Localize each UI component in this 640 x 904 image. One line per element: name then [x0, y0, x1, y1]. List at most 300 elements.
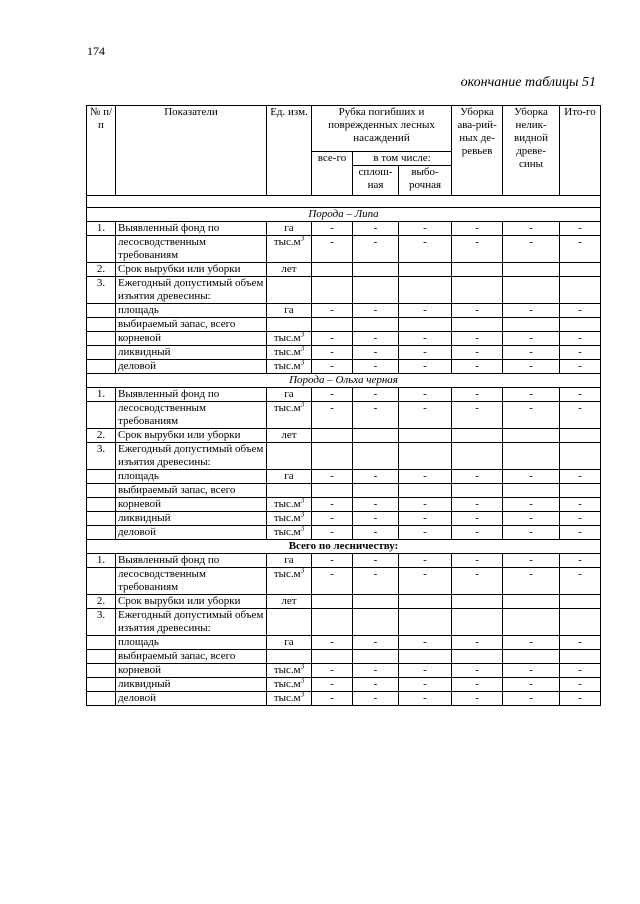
- value-cell: [503, 595, 560, 609]
- value-cell: -: [452, 568, 503, 595]
- row-label: лесосводственным требованиям: [116, 568, 267, 595]
- table-row: [87, 277, 601, 304]
- value-cell: [503, 277, 560, 304]
- header-emergency: Уборка ава-рий-ных де-ревьев: [452, 106, 503, 196]
- row-number: [87, 512, 116, 526]
- value-cell: -: [353, 498, 399, 512]
- unit-text: лет: [281, 595, 297, 607]
- value-cell: [353, 263, 399, 277]
- value-cell: -: [560, 388, 601, 402]
- value-cell: -: [503, 332, 560, 346]
- value-cell: [503, 484, 560, 498]
- header-total: все-го: [312, 152, 353, 196]
- row-label: Выявленный фонд по: [116, 222, 267, 236]
- row-number: [87, 568, 116, 595]
- value-cell: -: [503, 512, 560, 526]
- value-cell: [312, 595, 353, 609]
- value-cell: -: [399, 360, 452, 374]
- value-cell: -: [503, 692, 560, 706]
- row-unit: [267, 664, 312, 678]
- value-cell: -: [503, 236, 560, 263]
- row-unit: [267, 526, 312, 540]
- row-number: [87, 664, 116, 678]
- page-number: 174: [87, 44, 105, 58]
- value-cell: -: [399, 664, 452, 678]
- row-label: корневой: [116, 332, 267, 346]
- value-cell: -: [312, 236, 353, 263]
- value-cell: [452, 277, 503, 304]
- table-row: [87, 443, 601, 470]
- value-cell: -: [399, 236, 452, 263]
- value-cell: -: [452, 402, 503, 429]
- row-label: Ежегодный допустимый объем изъятия древесины:: [116, 277, 267, 304]
- value-cell: [560, 429, 601, 443]
- row-number: 2.: [87, 595, 116, 609]
- value-cell: -: [452, 304, 503, 318]
- value-cell: -: [353, 692, 399, 706]
- value-cell: [560, 318, 601, 332]
- value-cell: [560, 263, 601, 277]
- value-cell: [399, 263, 452, 277]
- row-number: [87, 402, 116, 429]
- value-cell: [353, 609, 399, 636]
- row-number: [87, 636, 116, 650]
- value-cell: -: [503, 526, 560, 540]
- value-cell: [503, 609, 560, 636]
- value-cell: -: [353, 402, 399, 429]
- unit-text: га: [284, 222, 294, 234]
- unit-text: тыс.м: [273, 512, 301, 524]
- table-row: [87, 678, 601, 692]
- value-cell: -: [312, 568, 353, 595]
- value-cell: [503, 429, 560, 443]
- value-cell: [503, 318, 560, 332]
- row-label: площадь: [116, 470, 267, 484]
- row-unit: [267, 568, 312, 595]
- value-cell: -: [312, 402, 353, 429]
- value-cell: -: [312, 636, 353, 650]
- table-row: [87, 526, 601, 540]
- row-unit: [267, 595, 312, 609]
- unit-superscript: 3: [300, 676, 305, 685]
- value-cell: -: [503, 222, 560, 236]
- value-cell: -: [452, 470, 503, 484]
- value-cell: -: [452, 498, 503, 512]
- row-unit: [267, 346, 312, 360]
- value-cell: -: [312, 360, 353, 374]
- row-number: [87, 304, 116, 318]
- value-cell: -: [353, 512, 399, 526]
- table-row: [87, 498, 601, 512]
- table-row: [87, 609, 601, 636]
- row-unit: [267, 692, 312, 706]
- row-label: деловой: [116, 360, 267, 374]
- row-unit: [267, 470, 312, 484]
- unit-text: га: [284, 470, 294, 482]
- row-number: [87, 236, 116, 263]
- value-cell: -: [312, 526, 353, 540]
- value-cell: -: [560, 692, 601, 706]
- unit-text: лет: [281, 429, 297, 441]
- value-cell: -: [560, 236, 601, 263]
- row-number: [87, 318, 116, 332]
- value-cell: [353, 277, 399, 304]
- value-cell: -: [452, 360, 503, 374]
- row-unit: [267, 429, 312, 443]
- value-cell: -: [399, 222, 452, 236]
- table-row: [87, 470, 601, 484]
- unit-text: тыс.м: [273, 346, 301, 358]
- value-cell: -: [399, 636, 452, 650]
- table-row: [87, 512, 601, 526]
- header-grand-total: Ито-го: [560, 106, 601, 196]
- row-number: [87, 650, 116, 664]
- unit-text: тыс.м: [273, 678, 301, 690]
- data-table: [86, 105, 601, 706]
- table-header: [87, 106, 601, 196]
- value-cell: -: [312, 554, 353, 568]
- table-row: [87, 484, 601, 498]
- header-including: в том числе:: [353, 152, 452, 166]
- row-unit: [267, 263, 312, 277]
- row-label: деловой: [116, 692, 267, 706]
- table-row: [87, 595, 601, 609]
- value-cell: -: [503, 664, 560, 678]
- value-cell: [452, 263, 503, 277]
- table-row: [87, 236, 601, 263]
- value-cell: -: [312, 304, 353, 318]
- row-unit: [267, 609, 312, 636]
- row-unit: [267, 636, 312, 650]
- value-cell: [452, 318, 503, 332]
- value-cell: -: [503, 360, 560, 374]
- row-label: корневой: [116, 498, 267, 512]
- header-illiquid: Уборка нелик-видной древе-сины: [503, 106, 560, 196]
- unit-text: га: [284, 388, 294, 400]
- unit-superscript: 3: [300, 358, 305, 367]
- row-unit: [267, 236, 312, 263]
- value-cell: -: [560, 664, 601, 678]
- value-cell: [312, 277, 353, 304]
- section-title: Порода – Липа: [87, 208, 601, 222]
- row-label: Выявленный фонд по: [116, 388, 267, 402]
- value-cell: -: [452, 692, 503, 706]
- value-cell: -: [503, 554, 560, 568]
- value-cell: -: [452, 636, 503, 650]
- unit-superscript: 3: [300, 330, 305, 339]
- row-unit: [267, 318, 312, 332]
- section-title: Порода – Ольха черная: [87, 374, 601, 388]
- table-row: [87, 263, 601, 277]
- value-cell: -: [353, 554, 399, 568]
- unit-superscript: 3: [300, 234, 305, 243]
- table-row: [87, 222, 601, 236]
- unit-superscript: 3: [300, 510, 305, 519]
- row-label: выбираемый запас, всего: [116, 318, 267, 332]
- value-cell: -: [560, 222, 601, 236]
- value-cell: -: [399, 498, 452, 512]
- table-row: [87, 692, 601, 706]
- row-label: выбираемый запас, всего: [116, 650, 267, 664]
- unit-superscript: 3: [300, 496, 305, 505]
- value-cell: -: [353, 568, 399, 595]
- row-label: ликвидный: [116, 346, 267, 360]
- value-cell: -: [399, 568, 452, 595]
- value-cell: -: [353, 332, 399, 346]
- value-cell: [353, 429, 399, 443]
- value-cell: [503, 443, 560, 470]
- value-cell: -: [560, 512, 601, 526]
- value-cell: -: [452, 678, 503, 692]
- value-cell: -: [503, 388, 560, 402]
- row-number: 3.: [87, 609, 116, 636]
- table-row: [87, 402, 601, 429]
- unit-text: га: [284, 304, 294, 316]
- value-cell: -: [353, 678, 399, 692]
- unit-superscript: 3: [300, 566, 305, 575]
- value-cell: -: [353, 304, 399, 318]
- row-label: лесосводственным требованиям: [116, 402, 267, 429]
- row-label: площадь: [116, 304, 267, 318]
- table-row: [87, 636, 601, 650]
- value-cell: -: [312, 346, 353, 360]
- value-cell: -: [399, 692, 452, 706]
- unit-text: тыс.м: [273, 332, 301, 344]
- value-cell: [399, 277, 452, 304]
- row-label: ликвидный: [116, 678, 267, 692]
- unit-text: лет: [281, 263, 297, 275]
- value-cell: -: [353, 470, 399, 484]
- value-cell: [312, 443, 353, 470]
- value-cell: [399, 318, 452, 332]
- row-number: [87, 470, 116, 484]
- value-cell: -: [560, 678, 601, 692]
- value-cell: -: [503, 470, 560, 484]
- row-unit: [267, 277, 312, 304]
- value-cell: [560, 595, 601, 609]
- row-unit: [267, 304, 312, 318]
- unit-text: тыс.м: [273, 568, 301, 580]
- table-row: [87, 332, 601, 346]
- row-label: корневой: [116, 664, 267, 678]
- header-unit: Ед. изм.: [267, 106, 312, 196]
- value-cell: -: [312, 332, 353, 346]
- row-number: [87, 498, 116, 512]
- unit-text: тыс.м: [273, 692, 301, 704]
- row-label: Ежегодный допустимый объем изъятия древесины:: [116, 443, 267, 470]
- value-cell: -: [353, 222, 399, 236]
- value-cell: [452, 484, 503, 498]
- value-cell: -: [452, 526, 503, 540]
- table-row: [87, 554, 601, 568]
- value-cell: [399, 595, 452, 609]
- value-cell: [353, 595, 399, 609]
- unit-text: га: [284, 636, 294, 648]
- row-unit: [267, 360, 312, 374]
- unit-text: тыс.м: [273, 498, 301, 510]
- value-cell: [399, 650, 452, 664]
- row-unit: [267, 402, 312, 429]
- row-number: 3.: [87, 443, 116, 470]
- unit-superscript: 3: [300, 662, 305, 671]
- value-cell: -: [353, 636, 399, 650]
- value-cell: -: [452, 346, 503, 360]
- row-unit: [267, 650, 312, 664]
- value-cell: [452, 650, 503, 664]
- header-indicators: Показатели: [116, 106, 267, 196]
- row-unit: [267, 222, 312, 236]
- header-selective: выбо-рочная: [399, 166, 452, 196]
- row-unit: [267, 512, 312, 526]
- value-cell: -: [312, 512, 353, 526]
- value-cell: -: [399, 402, 452, 429]
- row-number: 1.: [87, 554, 116, 568]
- row-number: [87, 678, 116, 692]
- unit-superscript: 3: [300, 400, 305, 409]
- value-cell: -: [353, 388, 399, 402]
- unit-text: тыс.м: [273, 402, 301, 414]
- value-cell: [560, 609, 601, 636]
- value-cell: [399, 443, 452, 470]
- value-cell: -: [560, 568, 601, 595]
- value-cell: -: [399, 470, 452, 484]
- value-cell: -: [560, 470, 601, 484]
- row-label: Срок вырубки или уборки: [116, 263, 267, 277]
- table-row: [87, 346, 601, 360]
- value-cell: -: [452, 388, 503, 402]
- value-cell: -: [353, 346, 399, 360]
- value-cell: -: [399, 346, 452, 360]
- value-cell: -: [312, 664, 353, 678]
- table-row: [87, 568, 601, 595]
- value-cell: -: [560, 402, 601, 429]
- value-cell: [452, 595, 503, 609]
- row-number: [87, 526, 116, 540]
- value-cell: -: [353, 664, 399, 678]
- row-label: площадь: [116, 636, 267, 650]
- value-cell: [560, 650, 601, 664]
- value-cell: [452, 443, 503, 470]
- table-row: [87, 650, 601, 664]
- value-cell: -: [312, 498, 353, 512]
- table-continuation-title: окончание таблицы 51: [460, 75, 596, 90]
- value-cell: -: [452, 222, 503, 236]
- value-cell: -: [503, 402, 560, 429]
- section-header-row: [87, 374, 601, 388]
- row-number: 1.: [87, 388, 116, 402]
- value-cell: [312, 609, 353, 636]
- value-cell: -: [560, 304, 601, 318]
- value-cell: -: [312, 388, 353, 402]
- value-cell: -: [452, 512, 503, 526]
- value-cell: -: [503, 498, 560, 512]
- value-cell: -: [503, 346, 560, 360]
- value-cell: -: [503, 304, 560, 318]
- value-cell: [399, 484, 452, 498]
- value-cell: -: [399, 304, 452, 318]
- row-unit: [267, 554, 312, 568]
- value-cell: -: [353, 360, 399, 374]
- value-cell: -: [312, 692, 353, 706]
- row-unit: [267, 498, 312, 512]
- value-cell: -: [503, 678, 560, 692]
- value-cell: -: [399, 388, 452, 402]
- value-cell: -: [452, 332, 503, 346]
- row-unit: [267, 388, 312, 402]
- value-cell: [312, 484, 353, 498]
- row-number: 2.: [87, 429, 116, 443]
- row-unit: [267, 332, 312, 346]
- row-number: 1.: [87, 222, 116, 236]
- value-cell: [503, 263, 560, 277]
- table-row: [87, 360, 601, 374]
- table-row: [87, 318, 601, 332]
- value-cell: [560, 484, 601, 498]
- header-salvage-group: Рубка погибших и поврежденных лесных насаждений: [312, 106, 452, 152]
- value-cell: [353, 318, 399, 332]
- row-number: 3.: [87, 277, 116, 304]
- value-cell: [312, 263, 353, 277]
- value-cell: [503, 650, 560, 664]
- row-number: [87, 484, 116, 498]
- unit-text: тыс.м: [273, 360, 301, 372]
- value-cell: -: [312, 678, 353, 692]
- unit-text: тыс.м: [273, 526, 301, 538]
- value-cell: -: [560, 346, 601, 360]
- value-cell: [560, 277, 601, 304]
- value-cell: [353, 443, 399, 470]
- value-cell: [353, 650, 399, 664]
- value-cell: -: [560, 526, 601, 540]
- value-cell: -: [312, 470, 353, 484]
- header-clear: сплош-ная: [353, 166, 399, 196]
- spacer-row: [87, 196, 601, 208]
- row-unit: [267, 678, 312, 692]
- value-cell: -: [399, 512, 452, 526]
- value-cell: -: [560, 360, 601, 374]
- value-cell: [312, 650, 353, 664]
- table-row: [87, 429, 601, 443]
- unit-text: тыс.м: [273, 664, 301, 676]
- row-number: [87, 346, 116, 360]
- value-cell: -: [399, 554, 452, 568]
- value-cell: -: [399, 678, 452, 692]
- value-cell: -: [353, 526, 399, 540]
- unit-superscript: 3: [300, 344, 305, 353]
- table-row: [87, 388, 601, 402]
- value-cell: -: [503, 568, 560, 595]
- row-label: Срок вырубки или уборки: [116, 595, 267, 609]
- row-number: [87, 692, 116, 706]
- section-title: Всего по лесничеству:: [87, 540, 601, 554]
- unit-superscript: 3: [300, 690, 305, 699]
- row-number: [87, 332, 116, 346]
- row-label: Выявленный фонд по: [116, 554, 267, 568]
- value-cell: -: [399, 526, 452, 540]
- value-cell: [353, 484, 399, 498]
- value-cell: -: [452, 554, 503, 568]
- value-cell: -: [503, 636, 560, 650]
- value-cell: -: [560, 554, 601, 568]
- unit-text: га: [284, 554, 294, 566]
- row-number: [87, 360, 116, 374]
- row-label: деловой: [116, 526, 267, 540]
- value-cell: [399, 429, 452, 443]
- header-num: № п/п: [87, 106, 116, 196]
- row-label: Ежегодный допустимый объем изъятия древесины:: [116, 609, 267, 636]
- table-row: [87, 664, 601, 678]
- value-cell: -: [452, 236, 503, 263]
